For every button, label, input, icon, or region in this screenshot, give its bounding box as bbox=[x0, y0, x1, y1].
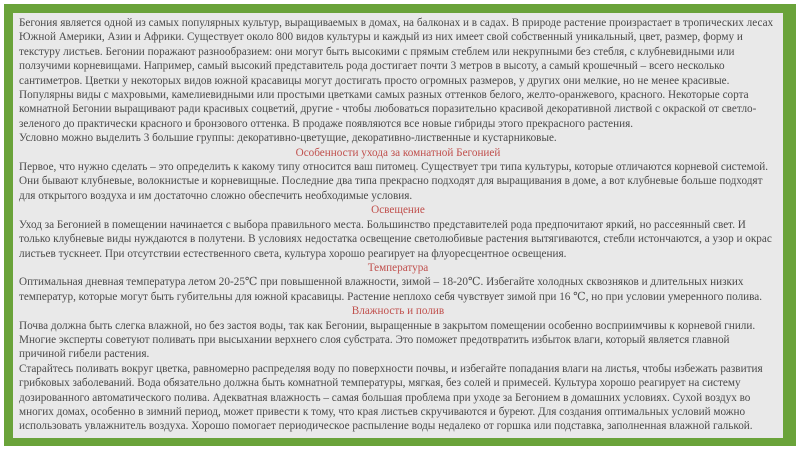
humidity-paragraph: Почва должна быть слегка влажной, но без застоя воды, так как Бегонии, выращенные в закрытом помещении особенно восприимчивы к корневой гнили. Многие эксперты советуют поливать при высыхании верхнего слоя субстрата. Это поможет предотвратить избыток влаги, который является главной причиной гибели растения. bbox=[19, 319, 756, 361]
humidity-heading: Влажность и полив bbox=[351, 305, 445, 318]
care-paragraph: Первое, что нужно сделать – это определить к какому типу относится ваш питомец. Существует три типа культуры, которые отличаются корневой системой. Они бывают клубневые, волокнистые и корневищные. Последние два типа прекрасно подходят для выращивания в доме, а вот клубневые больше подходят для открытого воздуха и им достаточно сложно обеспечить необходимые условия. bbox=[19, 161, 769, 202]
slide-content bbox=[13, 13, 783, 438]
temperature-paragraph: Оптимальная дневная температура летом 20-25℃ при повышенной влажности, зимой – 18-20℃. Избегайте холодных сквозняков и длительных низких температур, которые могут быть губительны для южной красавицы. Растение неплохо себя чувствует зимой при 16 ℃, но при условии умеренного полива. bbox=[19, 276, 763, 303]
groups-paragraph: Условно можно выделить 3 большие группы: декоративно-цветущие, декоративно-лиственные и кустарниковые. bbox=[19, 132, 557, 145]
lighting-heading: Освещение bbox=[371, 204, 425, 217]
temperature-heading: Температура bbox=[367, 261, 429, 274]
lighting-paragraph: Уход за Бегонией в помещении начинается с выбора правильного места. Большинство представителей рода предпочитают яркий, но рассеянный свет. И только клубневые виды нуждаются в полутени. В условиях недостатка освещение светолюбивые растения вытягиваются, стебли истончаются, а узор и окрас листьев тускнеет. При отсутствии естественного света, культура хорошо реагирует на флуоресцентное освещения. bbox=[19, 218, 772, 260]
intro-paragraph: Бегония является одной из самых популярных культур, выращиваемых в домах, на балконах и в садах. В природе растение произрастает в тропических лесах Южной Америки, Азии и Африки. Существует около 800 видов культуры и каждый из них имеет свой собственный уникальный, цвет, размер, форму и текстуру листьев. Бегонии поражают разнообразием: они могут быть высокими с прямым стеблем или некрупными без стебля, с клубневидными или ползучими корневищами. Например, самый высокий представитель рода достигает почти 3 метров в высоту, а самый крошечный – всего несколько сантиметров. Цветки у некоторых видов южной красавицы могут достигать просто огромных размеров, у других они мелкие, но не менее красивые. Популярны виды с махровыми, камелиевидными или простыми цветками самых разных оттенков белого, желто-оранжевого, красного. Некоторые сорта комнатной Бегонии выращивают ради красивых соцветий, другие - чтобы любоваться поразительно красивой декоративной листвой с окраской от светло-зеленого до практически красного и бронзового оттенка. В продаже появляются все новые гибриды этого прекрасного растения. bbox=[19, 17, 774, 130]
care-heading: Особенности ухода за комнатной Бегонией bbox=[295, 146, 501, 159]
watering-paragraph: Старайтесь поливать вокруг цветка, равномерно распределяя воду по поверхности почвы, и избегайте попадания влаги на листья, чтобы избежать развития грибковых заболеваний. Вода обязательно должна быть комнатной температуры, мягкая, без солей и примесей. Культура хорошо реагирует на систему дозированного автоматического полива. Адекватная влажность – самая большая проблема при уходе за Бегонием в домашних условиях. Сухой воздух во многих домах, особенно в зимний период, может привести к тому, что края листьев скручиваются и буреют. Для создания оптимальных условий можно использовать увлажнитель воздуха. Хорошо помогает периодическое распыление воды недалеко от горшка или подставка, заполненная влажной галькой. bbox=[19, 362, 763, 433]
